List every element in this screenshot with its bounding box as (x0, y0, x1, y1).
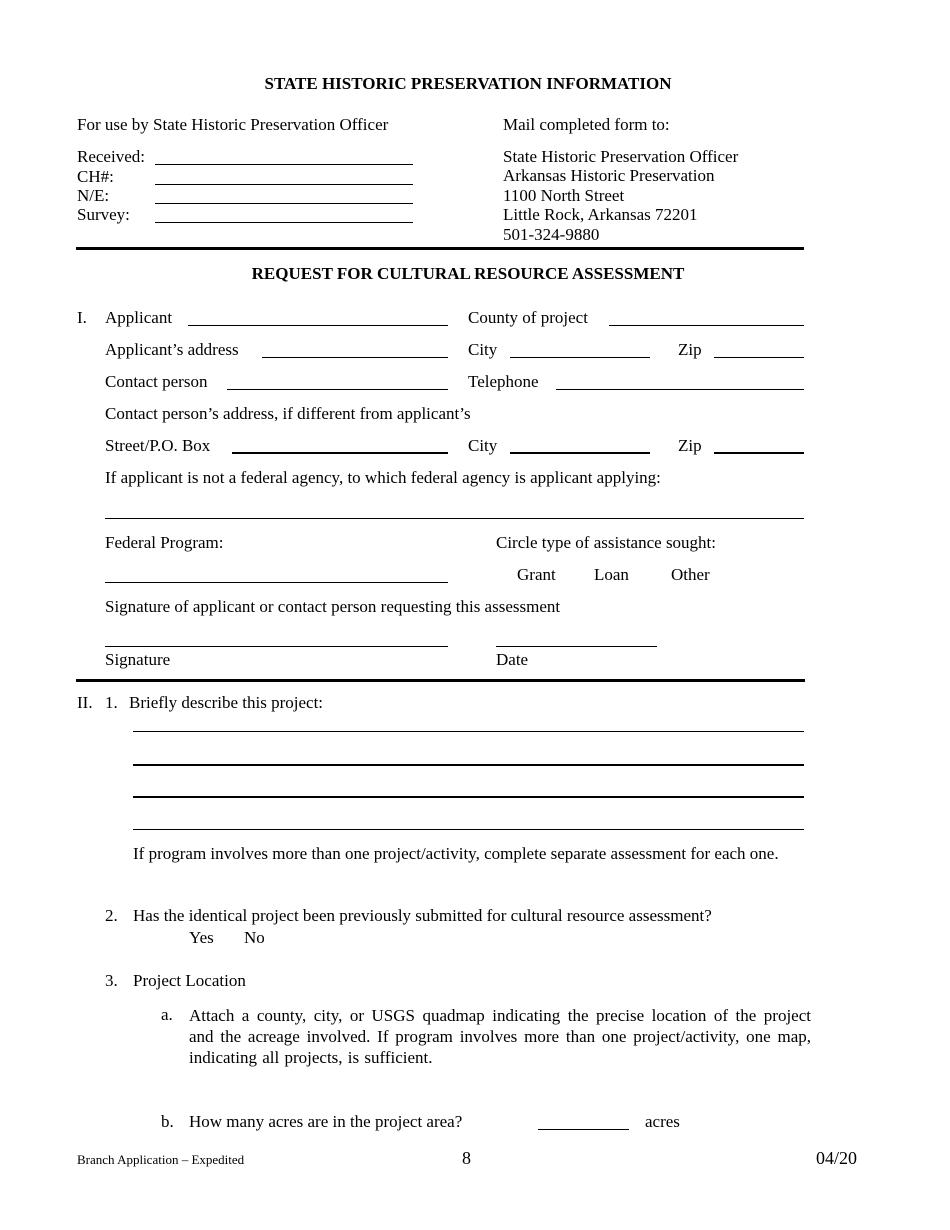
contact-person-label: Contact person (105, 372, 208, 391)
signature-label: Signature (105, 650, 171, 669)
assistance-option-other[interactable]: Other (671, 565, 710, 584)
description-line[interactable] (133, 796, 804, 798)
federal-agency-question: If applicant is not a federal agency, to which federal agency is applicant applying: (105, 468, 661, 487)
question-1-text: Briefly describe this project: (129, 693, 324, 712)
section-title: REQUEST FOR CULTURAL RESOURCE ASSESSMENT (251, 264, 685, 283)
question-number: 2. (105, 906, 118, 925)
applicant-field[interactable] (188, 325, 448, 326)
signature-note: Signature of applicant or contact person requesting this assessment (105, 597, 561, 616)
question-number: 1. (105, 693, 118, 712)
signature-field[interactable] (105, 646, 448, 647)
city-field[interactable] (510, 357, 650, 358)
section-numeral: I. (77, 308, 87, 327)
description-line[interactable] (133, 764, 804, 766)
footer-date: 04/20 (816, 1148, 858, 1168)
description-line[interactable] (133, 829, 804, 830)
item-letter: a. (161, 1005, 173, 1024)
question-number: 3. (105, 971, 118, 990)
office-use-label: For use by State Historic Preservation Officer (77, 115, 389, 134)
page-number: 8 (462, 1148, 471, 1168)
applicant-address-label: Applicant’s address (105, 340, 239, 359)
question-3-text: Project Location (133, 971, 246, 990)
zip-label: Zip (678, 340, 702, 359)
federal-agency-field[interactable] (105, 518, 804, 519)
answer-no[interactable]: No (244, 928, 265, 947)
federal-program-label: Federal Program: (105, 533, 224, 552)
address-line: Arkansas Historic Preservation (503, 166, 715, 185)
acres-unit: acres (645, 1112, 680, 1131)
zip2-label: Zip (678, 436, 702, 455)
question-3b-text: How many acres are in the project area? (189, 1112, 463, 1131)
assistance-option-grant[interactable]: Grant (517, 565, 556, 584)
item-letter: b. (161, 1112, 174, 1131)
federal-program-field[interactable] (105, 582, 448, 583)
address-line: 1100 North Street (503, 186, 625, 205)
zip2-field[interactable] (714, 452, 804, 454)
question-1-note: If program involves more than one project/activity, complete separate assessment for each one. (133, 844, 779, 863)
footer-left: Branch Application – Expedited (77, 1152, 245, 1167)
ne-label: N/E: (77, 186, 110, 205)
ne-field[interactable] (155, 203, 413, 204)
date-label: Date (496, 650, 529, 669)
county-field[interactable] (609, 325, 804, 326)
divider (76, 247, 804, 250)
applicant-address-field[interactable] (262, 357, 448, 358)
mail-to-label: Mail completed form to: (503, 115, 670, 134)
county-label: County of project (468, 308, 588, 327)
assistance-option-loan[interactable]: Loan (594, 565, 629, 584)
street-label: Street/P.O. Box (105, 436, 211, 455)
acres-field[interactable] (538, 1129, 629, 1130)
survey-label: Survey: (77, 205, 130, 224)
date-field[interactable] (496, 646, 657, 647)
contact-person-field[interactable] (227, 389, 448, 390)
street-field[interactable] (232, 452, 448, 454)
received-label: Received: (77, 147, 145, 166)
city-label: City (468, 340, 498, 359)
page-title: STATE HISTORIC PRESERVATION INFORMATION (264, 74, 672, 93)
ch-field[interactable] (155, 184, 413, 185)
divider (76, 679, 805, 682)
telephone-label: Telephone (468, 372, 539, 391)
zip-field[interactable] (714, 357, 804, 358)
assistance-label: Circle type of assistance sought: (496, 533, 717, 552)
address-line: State Historic Preservation Officer (503, 147, 739, 166)
question-2-text: Has the identical project been previously submitted for cultural resource assessment? (133, 906, 712, 925)
question-3a-text: Attach a county, city, or USGS quadmap indicating the precise location of the project and the acreage involved. If program involves more than one project/activity, one map, indicating all projects, is sufficient. (189, 1006, 811, 1067)
applicant-label: Applicant (105, 308, 173, 327)
section-numeral: II. (77, 693, 93, 712)
description-line[interactable] (133, 731, 804, 732)
survey-field[interactable] (155, 222, 413, 223)
contact-address-note: Contact person’s address, if different from applicant’s (105, 404, 471, 423)
received-field[interactable] (155, 164, 413, 165)
answer-yes[interactable]: Yes (189, 928, 214, 947)
city2-field[interactable] (510, 452, 650, 454)
ch-label: CH#: (77, 167, 114, 186)
telephone-field[interactable] (556, 389, 804, 390)
city2-label: City (468, 436, 498, 455)
address-line: 501-324-9880 (503, 225, 600, 244)
address-line: Little Rock, Arkansas 72201 (503, 205, 698, 224)
